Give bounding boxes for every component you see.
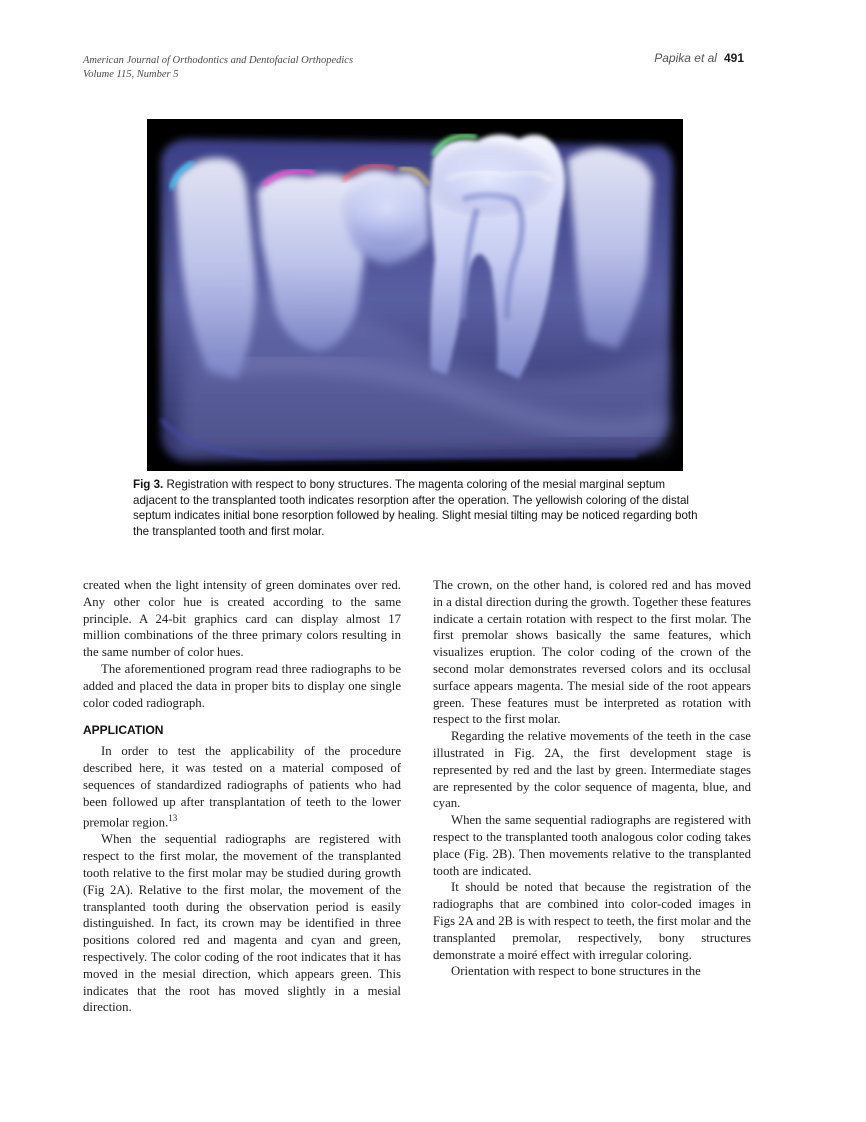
paragraph-text: In order to test the applicability of the procedure described here, it was tested on a material composed of sequences of standardized radiographs of patients who had been followed up after transplantation of teeth to the lower premolar region. <box>83 744 401 830</box>
running-head-authors: Papika et al <box>654 51 717 65</box>
journal-name: American Journal of Orthodontics and Dentofacial Orthopedics <box>83 55 354 66</box>
paragraph: The aforementioned program read three radiographs to be added and placed the data in proper bits to display one single color coded radiograph. <box>83 661 401 710</box>
radiograph-figure <box>147 119 683 471</box>
journal-title-block <box>83 54 483 82</box>
paragraph: created when the light intensity of green dominates over red. Any other color hue is created according to the same principle. A 24-bit graphics card can display almost 17 million combinations of the three primary colors resulting in the same number of color hues. <box>83 578 401 660</box>
paragraph: When the sequential radiographs are registered with respect to the first molar, the movement of the transplanted tooth relative to the first molar may be studied during growth (Fig 2A). Relative to the first molar, the movement of the transplanted tooth during the observation period is easily distinguished. In fact, its crown may be identified in three positions colored red and magenta and cyan and green, respectively. The color coding of the root indicates that it has moved in the mesial direction, which appears green. This indicates that the root has moved slightly in a mesial direction. <box>83 832 401 1015</box>
paragraph: Regarding the relative movements of the teeth in the case illustrated in Fig. 2A, the first development stage is represented by red and the last by green. Intermediate stages are represented by the color sequence of magenta, blue, and cyan. <box>433 729 751 811</box>
color-coded-radiograph-image <box>147 119 683 471</box>
figure-caption-label: Fig 3. <box>133 478 164 491</box>
section-heading: APPLICATION <box>83 723 164 738</box>
running-head <box>654 51 744 65</box>
reference-superscript: 13 <box>168 813 178 824</box>
figure-caption-text: Registration with respect to bony structures. The magenta coloring of the mesial marginal septum adjacent to the transplanted tooth indicates resorption after the operation. The yellowish coloring of the distal septum indicates initial bone resorption followed by healing. Slight mesial tilting may be noticed regarding both the transplanted tooth and first molar. <box>133 478 698 538</box>
paragraph <box>83 743 401 831</box>
paragraph: When the same sequential radiographs are registered with respect to the transplanted tooth analogous color coding takes place (Fig. 2B). Then movements relative to the transplanted tooth are indicated. <box>433 813 751 878</box>
paragraph: It should be noted that because the registration of the radiographs that are combined into color-coded images in Figs 2A and 2B is with respect to teeth, the first molar and the transplanted premolar, respectively, bony structures demonstrate a moiré effect with irregular coloring. <box>433 880 751 962</box>
paragraph: The crown, on the other hand, is colored red and has moved in a distal direction during the growth. Together these features indicate a certain rotation with respect to the first molar. The first premolar shows basically the same features, which visualizes eruption. The color coding of the crown of the second molar demonstrates reversed colors and its occlusal surface appears magenta. The mesial side of the root appears green. These features must be interpreted as rotation with respect to the first molar. <box>433 578 751 727</box>
figure-caption <box>133 477 701 539</box>
page-number: 491 <box>723 51 744 65</box>
left-column <box>83 577 401 1016</box>
right-column <box>433 577 751 980</box>
journal-volume: Volume 115, Number 5 <box>83 69 179 80</box>
paragraph: Orientation with respect to bone structures in the <box>451 964 701 979</box>
